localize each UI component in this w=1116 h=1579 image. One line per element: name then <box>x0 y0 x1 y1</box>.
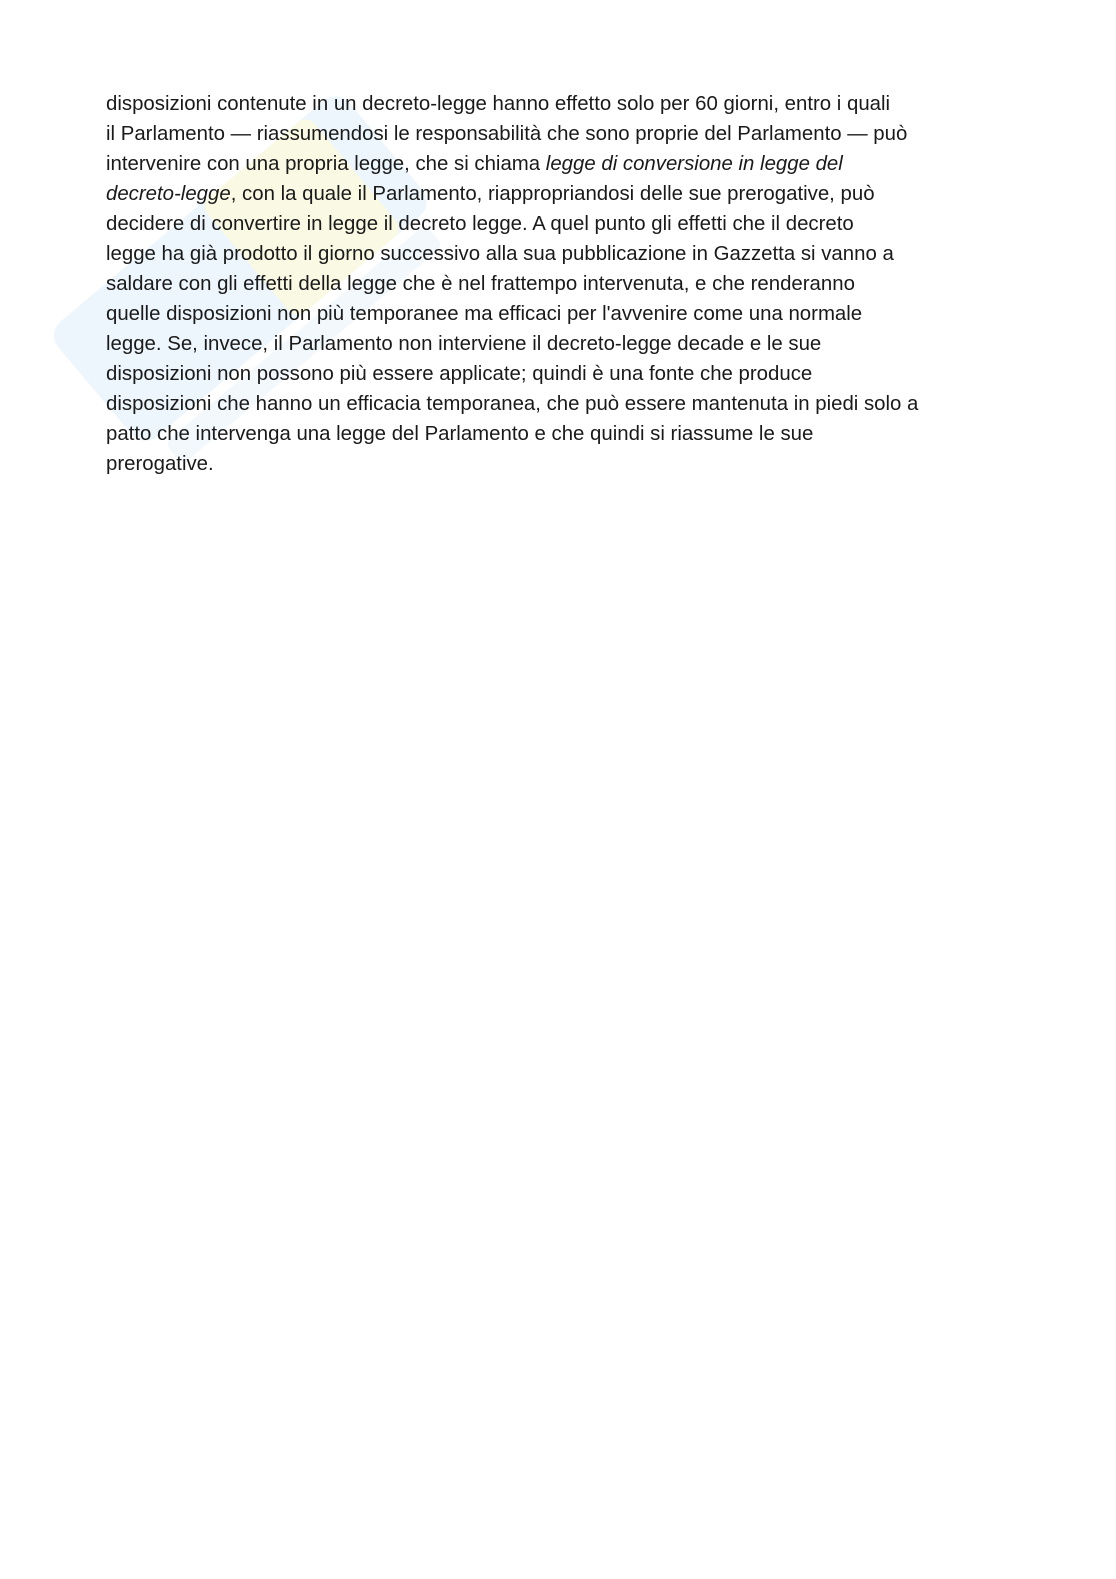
text-line <box>106 329 1026 359</box>
italic-text: legge di conversione in legge del <box>545 153 843 175</box>
text-line <box>106 389 1026 419</box>
text-line <box>106 269 1026 299</box>
text-line <box>106 209 1026 239</box>
text-line <box>106 119 1026 149</box>
text-segment: saldare con gli effetti della legge che è nel frattempo intervenuta, e che renderanno <box>106 273 855 295</box>
text-line <box>106 419 1026 449</box>
text-segment: quelle disposizioni non più temporanee ma efficaci per l'avvenire come una normale <box>106 303 863 325</box>
text-line <box>106 179 1026 209</box>
text-line <box>106 299 1026 329</box>
text-segment: patto che intervenga una legge del Parlamento e che quindi si riassume le sue <box>106 423 814 445</box>
text-line <box>106 449 1026 479</box>
text-segment: prerogative. <box>106 453 214 475</box>
text-segment: disposizioni non possono più essere applicate; quindi è una fonte che produce <box>106 363 813 385</box>
text-line <box>106 89 1026 119</box>
text-segment: il Parlamento — riassumendosi le responsabilità che sono proprie del Parlamento — può <box>106 123 908 145</box>
text-line <box>106 359 1026 389</box>
text-segment: , con la quale il Parlamento, riappropriandosi delle sue prerogative, può <box>230 183 875 205</box>
text-segment: legge ha già prodotto il giorno successivo alla sua pubblicazione in Gazzetta si vanno a <box>106 243 894 265</box>
text-segment: intervenire con una propria legge, che si chiama <box>106 153 546 175</box>
text-line <box>106 149 1026 179</box>
text-segment: disposizioni che hanno un efficacia temporanea, che può essere mantenuta in piedi solo a <box>106 393 919 415</box>
italic-text: decreto-legge <box>106 183 231 205</box>
text-segment: decidere di convertire in legge il decreto legge. A quel punto gli effetti che il decreto <box>106 213 854 235</box>
text-line <box>106 239 1026 269</box>
text-segment: disposizioni contenute in un decreto-legge hanno effetto solo per 60 giorni, entro i quali <box>106 93 891 115</box>
body-paragraph <box>106 89 1026 479</box>
text-segment: legge. Se, invece, il Parlamento non interviene il decreto-legge decade e le sue <box>106 333 822 355</box>
